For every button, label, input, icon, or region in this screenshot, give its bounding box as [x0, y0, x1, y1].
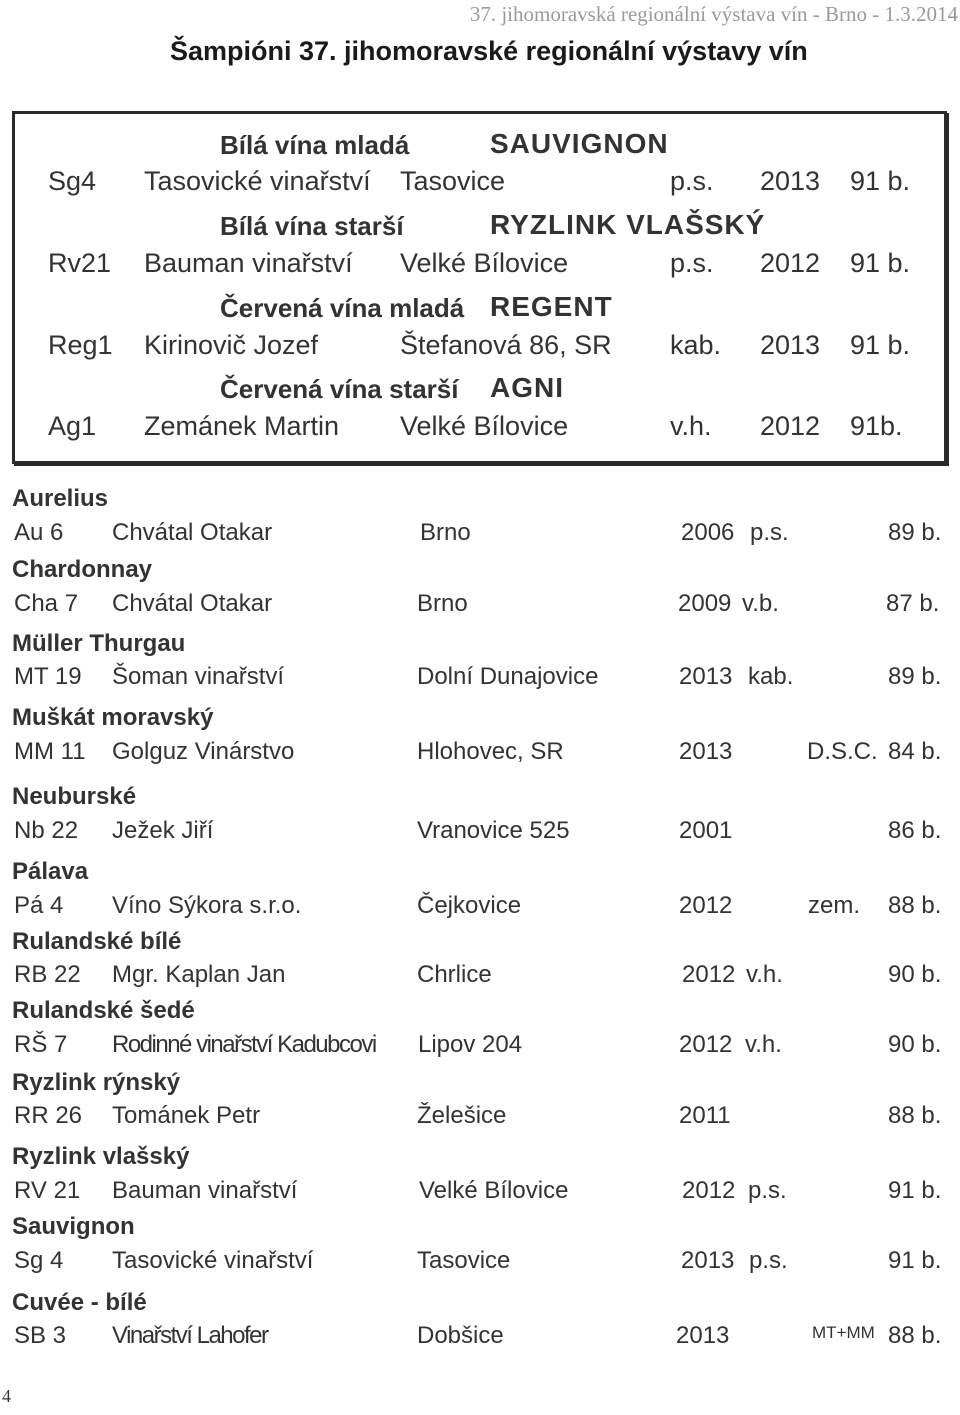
champion-year: 2012: [760, 248, 821, 278]
champion-category: Bílá vína starší: [220, 211, 404, 241]
champion-place: Velké Bílovice: [400, 248, 569, 278]
entry-code: Cha 7: [14, 590, 79, 617]
variety-heading: Muškát moravský: [12, 704, 214, 731]
entry-place: Vranovice 525: [417, 817, 570, 844]
entry-place: Chrlice: [417, 961, 492, 988]
champion-code: Rv21: [48, 248, 112, 278]
entry-score: 90 b.: [888, 961, 942, 988]
entry-producer: Bauman vinařství: [112, 1177, 298, 1204]
champion-place: Tasovice: [400, 166, 506, 196]
entry-producer: Víno Sýkora s.r.o.: [112, 892, 302, 919]
entry-attribute: v.b.: [742, 590, 779, 617]
variety-heading: Cuvée - bílé: [12, 1289, 147, 1316]
entry-attribute: v.h.: [746, 961, 783, 988]
champion-score: 91b.: [850, 411, 903, 441]
champion-producer: Zemánek Martin: [144, 411, 340, 441]
variety-heading: Neuburské: [12, 783, 137, 810]
page-number: 4: [2, 1386, 11, 1406]
champion-category: Bílá vína mladá: [220, 130, 410, 160]
entry-attribute: MT+MM: [812, 1323, 875, 1342]
entry-code: MM 11: [14, 738, 86, 765]
entry-year: 2012: [682, 961, 736, 988]
entry-year: 2013: [676, 1322, 730, 1349]
entry-producer: Chvátal Otakar: [112, 519, 273, 546]
champion-attribute: p.s.: [670, 248, 714, 278]
champion-attribute: v.h.: [670, 411, 712, 441]
champion-score: 91 b.: [850, 248, 911, 278]
entry-attribute: p.s.: [748, 1177, 787, 1204]
champion-score: 91 b.: [850, 166, 911, 196]
entry-place: Dobšice: [417, 1322, 504, 1349]
entry-place: Brno: [417, 590, 468, 617]
champion-place: Štefanová 86, SR: [400, 330, 612, 360]
entry-attribute: zem.: [808, 892, 861, 919]
entry-score: 90 b.: [888, 1031, 942, 1058]
entry-code: RV 21: [14, 1177, 81, 1204]
champion-producer: Tasovické vinařství: [144, 166, 371, 196]
entry-place: Lipov 204: [418, 1031, 523, 1058]
champion-attribute: p.s.: [670, 166, 714, 196]
variety-heading: Ryzlink rýnský: [12, 1069, 181, 1096]
entry-place: Hlohovec, SR: [417, 738, 564, 765]
entry-year: 2011: [679, 1102, 731, 1129]
entry-score: 84 b.: [888, 738, 942, 765]
entry-code: RB 22: [14, 961, 81, 988]
entry-place: Dolní Dunajovice: [417, 663, 599, 690]
entry-producer: Šoman vinařství: [112, 663, 285, 690]
entry-score: 91 b.: [888, 1177, 942, 1204]
entry-producer: Tasovické vinařství: [112, 1247, 314, 1274]
entry-year: 2013: [681, 1247, 735, 1274]
running-header: 37. jihomoravská regionální výstava vín - Brno - 1.3.2014: [469, 2, 958, 26]
champion-variety: SAUVIGNON: [490, 128, 669, 159]
entry-place: Čejkovice: [417, 892, 522, 919]
champion-code: Reg1: [48, 330, 113, 360]
champion-variety: REGENT: [490, 291, 613, 322]
entry-year: 2006: [681, 519, 735, 546]
entry-attribute: kab.: [748, 663, 794, 690]
champion-place: Velké Bílovice: [400, 411, 569, 441]
entry-year: 2013: [679, 738, 733, 765]
entry-producer: Tománek Petr: [112, 1102, 261, 1129]
entry-place: Brno: [420, 519, 471, 546]
variety-heading: Chardonnay: [12, 556, 153, 583]
champion-category: Červená vína starší: [220, 374, 459, 404]
entry-code: MT 19: [14, 663, 82, 690]
entry-score: 88 b.: [888, 1102, 942, 1129]
entry-producer: Ježek Jiří: [112, 817, 214, 844]
page-title: Šampióni 37. jihomoravské regionální výstavy vín: [170, 36, 808, 66]
entry-code: RŠ 7: [14, 1031, 68, 1058]
variety-heading: Pálava: [12, 858, 89, 885]
entry-producer: Chvátal Otakar: [112, 590, 273, 617]
champion-producer: Bauman vinařství: [144, 248, 353, 278]
variety-heading: Aurelius: [12, 485, 109, 512]
variety-heading: Müller Thurgau: [12, 630, 186, 657]
entry-year: 2013: [679, 663, 733, 690]
variety-heading: Rulandské bílé: [12, 928, 182, 955]
entry-year: 2012: [682, 1177, 736, 1204]
entry-producer: Mgr. Kaplan Jan: [112, 961, 286, 988]
champion-code: Sg4: [48, 166, 97, 196]
entry-producer: Rodinné vinařství Kadubcovi: [112, 1031, 376, 1058]
entry-producer: Golguz Vinárstvo: [112, 738, 295, 765]
entry-code: Sg 4: [14, 1247, 64, 1274]
entry-producer: Vinařství Lahofer: [112, 1322, 268, 1349]
entry-score: 89 b.: [888, 663, 942, 690]
entry-place: Želešice: [417, 1102, 507, 1129]
champion-score: 91 b.: [850, 330, 911, 360]
entry-score: 88 b.: [888, 892, 942, 919]
variety-heading: Sauvignon: [12, 1213, 135, 1240]
entry-year: 2001: [679, 817, 733, 844]
entry-code: Nb 22: [14, 817, 79, 844]
entry-score: 86 b.: [888, 817, 942, 844]
variety-heading: Ryzlink vlašský: [12, 1143, 190, 1170]
variety-heading: Rulandské šedé: [12, 997, 195, 1024]
entry-score: 91 b.: [888, 1247, 942, 1274]
entry-score: 89 b.: [888, 519, 942, 546]
entry-year: 2012: [679, 1031, 733, 1058]
champion-year: 2013: [760, 330, 821, 360]
entry-year: 2009: [678, 590, 732, 617]
champion-attribute: kab.: [670, 330, 722, 360]
entry-attribute: p.s.: [750, 519, 789, 546]
entry-score: 87 b.: [886, 590, 940, 617]
champion-code: Ag1: [48, 411, 97, 441]
entry-attribute: D.S.C.: [807, 738, 878, 765]
champion-year: 2012: [760, 411, 821, 441]
entry-place: Velké Bílovice: [419, 1177, 569, 1204]
entry-code: SB 3: [14, 1322, 67, 1349]
champion-variety: AGNI: [490, 372, 564, 403]
entry-attribute: v.h.: [745, 1031, 782, 1058]
entry-score: 88 b.: [888, 1322, 942, 1349]
champion-variety: RYZLINK VLAŠSKÝ: [490, 209, 766, 240]
entry-year: 2012: [679, 892, 733, 919]
entry-code: RR 26: [14, 1102, 83, 1129]
entry-code: Au 6: [14, 519, 64, 546]
champion-producer: Kirinovič Jozef: [144, 330, 319, 360]
entry-place: Tasovice: [417, 1247, 511, 1274]
champion-year: 2013: [760, 166, 821, 196]
entry-attribute: p.s.: [749, 1247, 788, 1274]
entry-code: Pá 4: [14, 892, 64, 919]
champion-category: Červená vína mladá: [220, 293, 465, 323]
